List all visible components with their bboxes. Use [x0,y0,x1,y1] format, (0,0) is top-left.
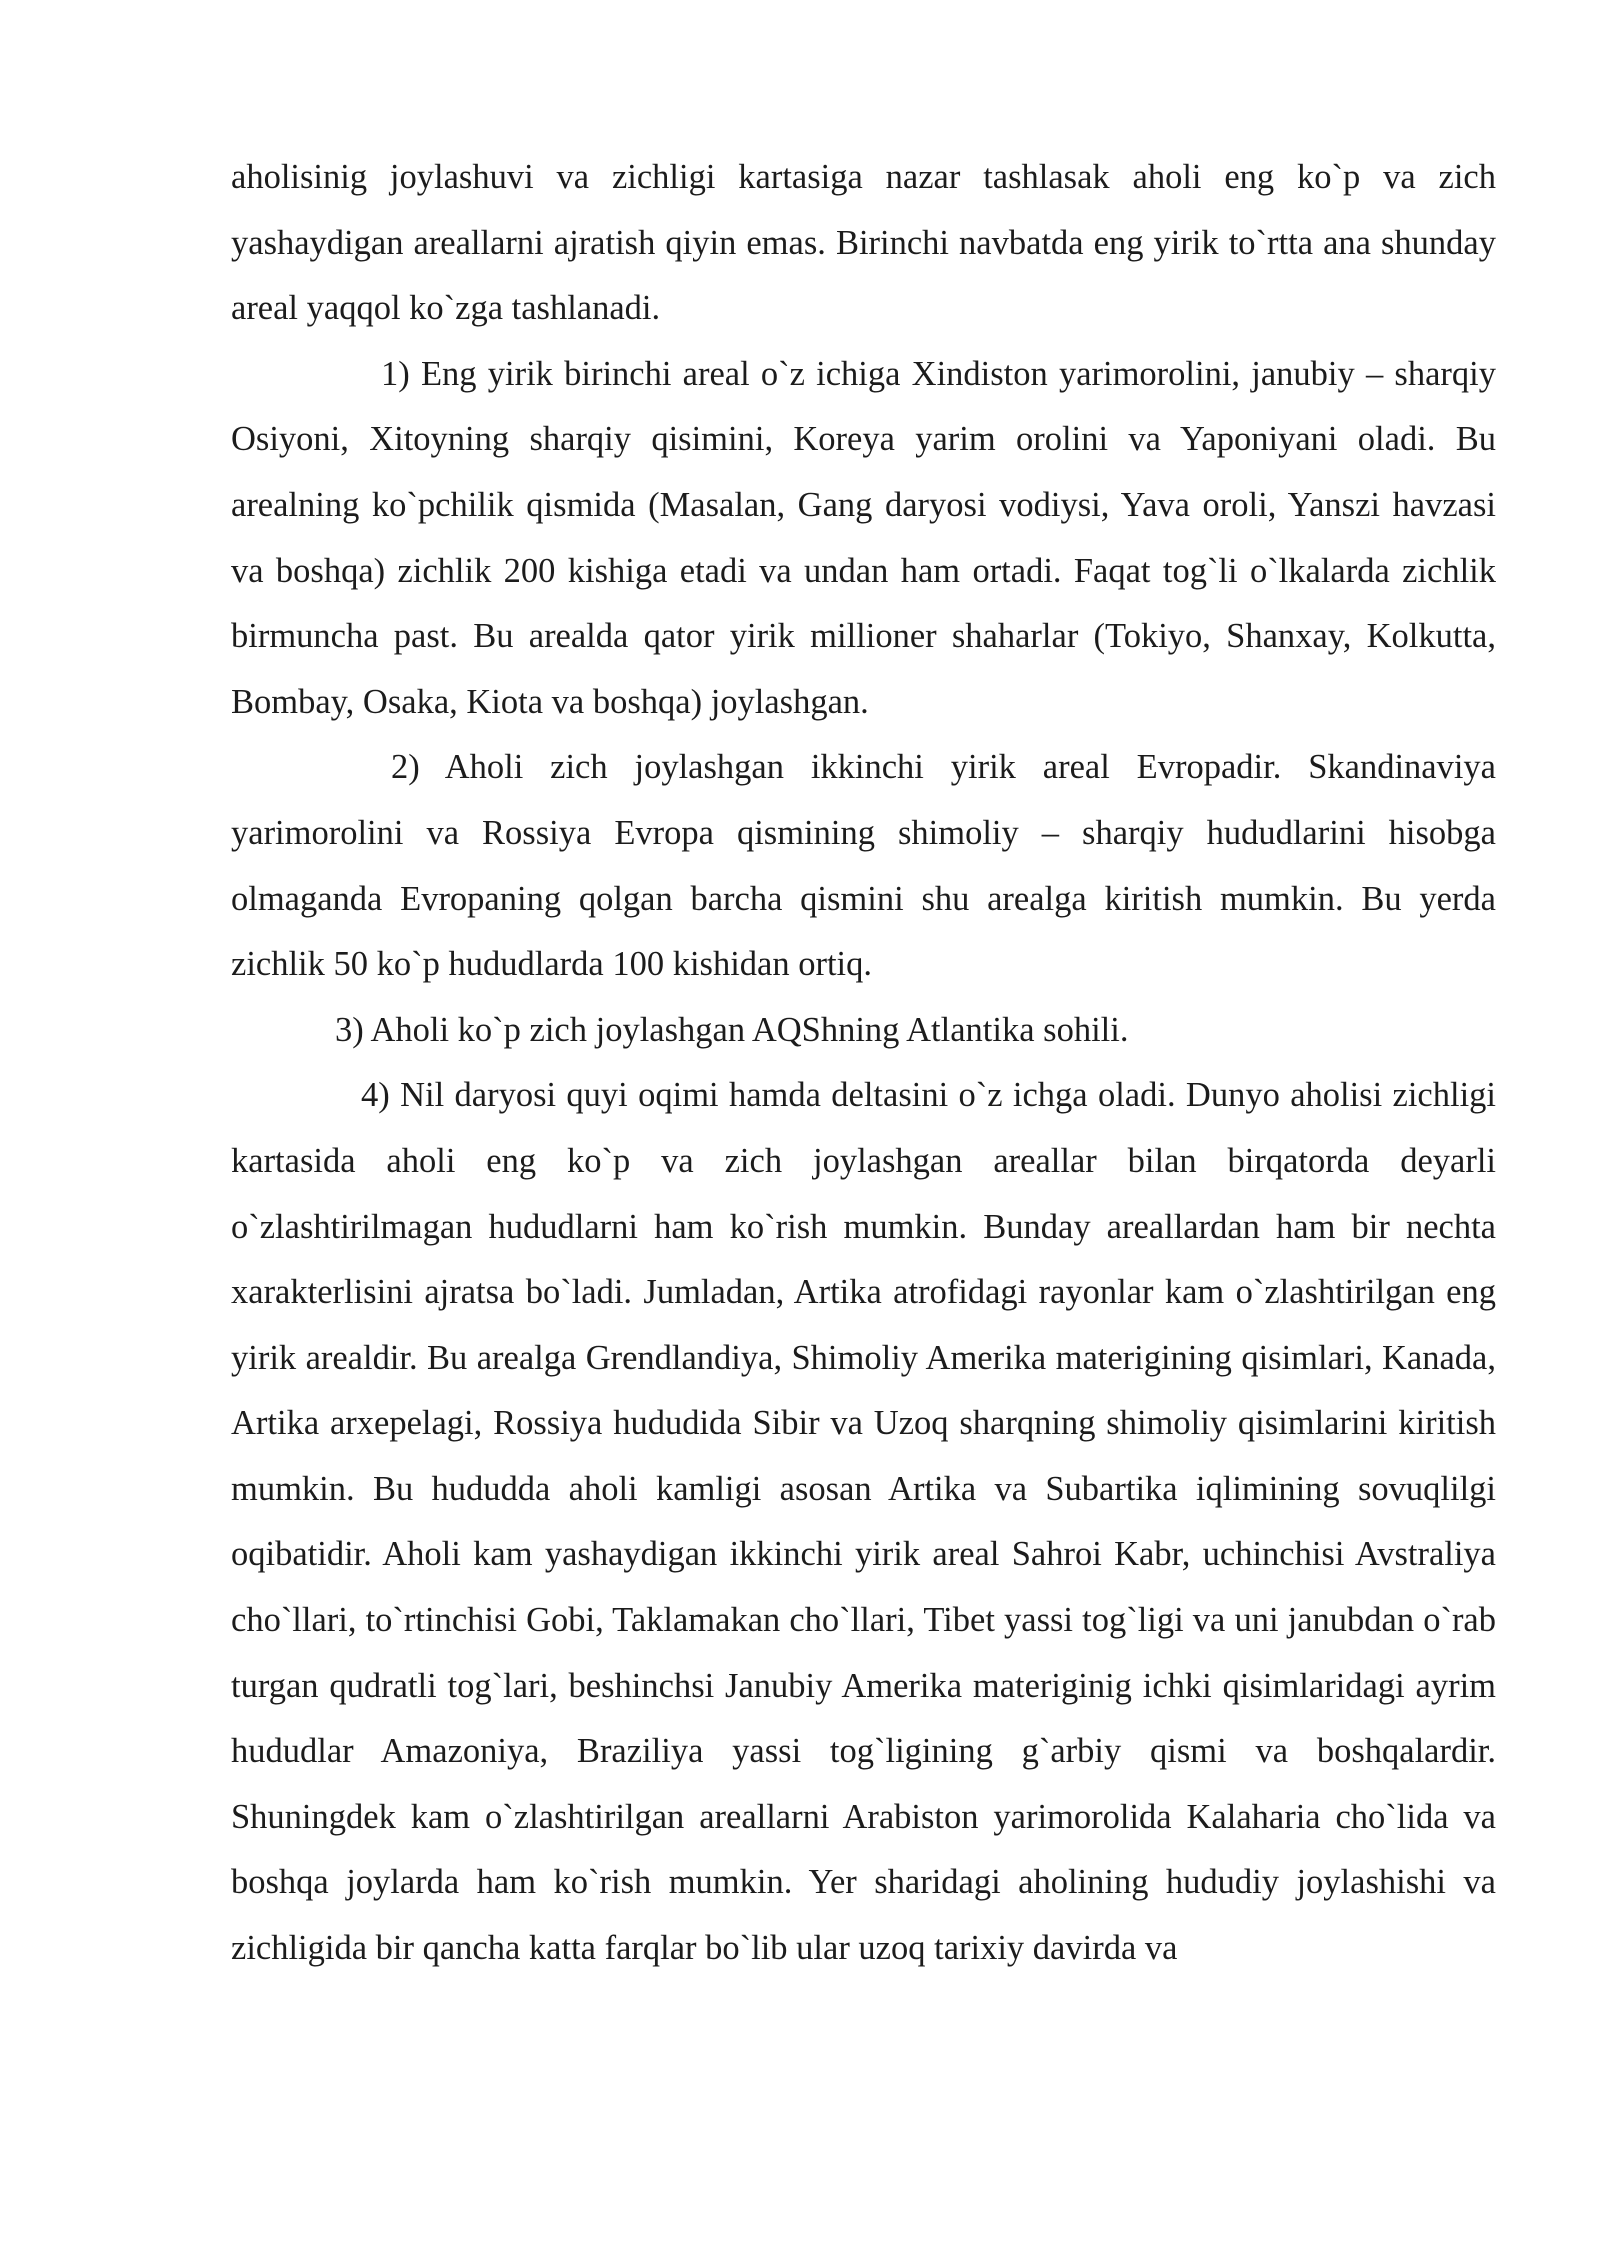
body-text [231,145,1496,1982]
paragraph-item-4: 4) Nil daryosi quyi oqimi hamda deltasini o`z ichga oladi. Dunyo aholisi zichligi kartasida aholi eng ko`p va zich joylashgan areallar bilan birqatorda deyarli o`zlashtirilmagan hududlarni ham ko`rish mumkin. Bunday areallardan ham bir nechta xarakterlisini ajratsa bo`ladi. Jumladan, Artika atrofidagi rayonlar kam o`zlashtirilgan eng yirik arealdir. Bu arealga Grendlandiya, Shimoliy Amerika materigining qisimlari, Kanada, Artika arxepelagi, Rossiya hududida Sibir va Uzoq sharqning shimoliy qisimlarini kiritish mumkin. Bu hududda aholi kamligi asosan Artika va Subartika iqlimining sovuqlilgi oqibatidir. Aholi kam yashaydigan ikkinchi yirik areal Sahroi Kabr, uchinchisi Avstraliya cho`llari, to`rtinchisi Gobi, Taklamakan cho`llari, Tibet yassi tog`ligi va uni janubdan o`rab turgan qudratli tog`lari, beshinchsi Janubiy Amerika materiginig ichki qisimlaridagi ayrim hududlar Amazoniya, Braziliya yassi tog`ligining g`arbiy qismi va boshqalardir. Shuningdek kam o`zlashtirilgan areallarni Arabiston yarimorolida Kalaharia cho`lida va boshqa joylarda ham ko`rish mumkin. Yer sharidagi aholining hududiy joylashishi va zichligida bir qancha katta farqlar bo`lib ular uzoq tarixiy davirda va [231,1076,1496,1968]
paragraph-intro: aholisinig joylashuvi va zichligi kartasiga nazar tashlasak aholi eng ko`p va zich yashaydigan areallarni ajratish qiyin emas. Birinchi navbatda eng yirik to`rtta ana shunday areal yaqqol ko`zga tashlanadi. [231,158,1496,328]
paragraph-item-3: 3) Aholi ko`p zich joylashgan AQShning Atlantika sohili. [335,1010,1129,1049]
paragraph-item-1: 1) Eng yirik birinchi areal o`z ichiga Xindiston yarimorolini, janubiy – sharqiy Osiyoni, Xitoyning sharqiy qisimini, Koreya yarim orolini va Yaponiyani oladi. Bu arealning ko`pchilik qismida (Masalan, Gang daryosi vodiysi, Yava oroli, Yanszi havzasi va boshqa) zichlik 200 kishiga etadi va undan ham ortadi. Faqat tog`li o`lkalarda zichlik birmuncha past. Bu arealda qator yirik millioner shaharlar (Tokiyo, Shanxay, Kolkutta, Bombay, Osaka, Kiota va boshqa) joylashgan. [231,354,1496,721]
paragraph-item-2: 2) Aholi zich joylashgan ikkinchi yirik areal Evropadir. Skandinaviya yarimorolini va Rossiya Evropa qismining shimoliy – sharqiy hududlarini hisobga olmaganda Evropaning qolgan barcha qismini shu arealga kiritish mumkin. Bu yerda zichlik 50 ko`p hududlarda 100 kishidan ortiq. [231,748,1496,984]
